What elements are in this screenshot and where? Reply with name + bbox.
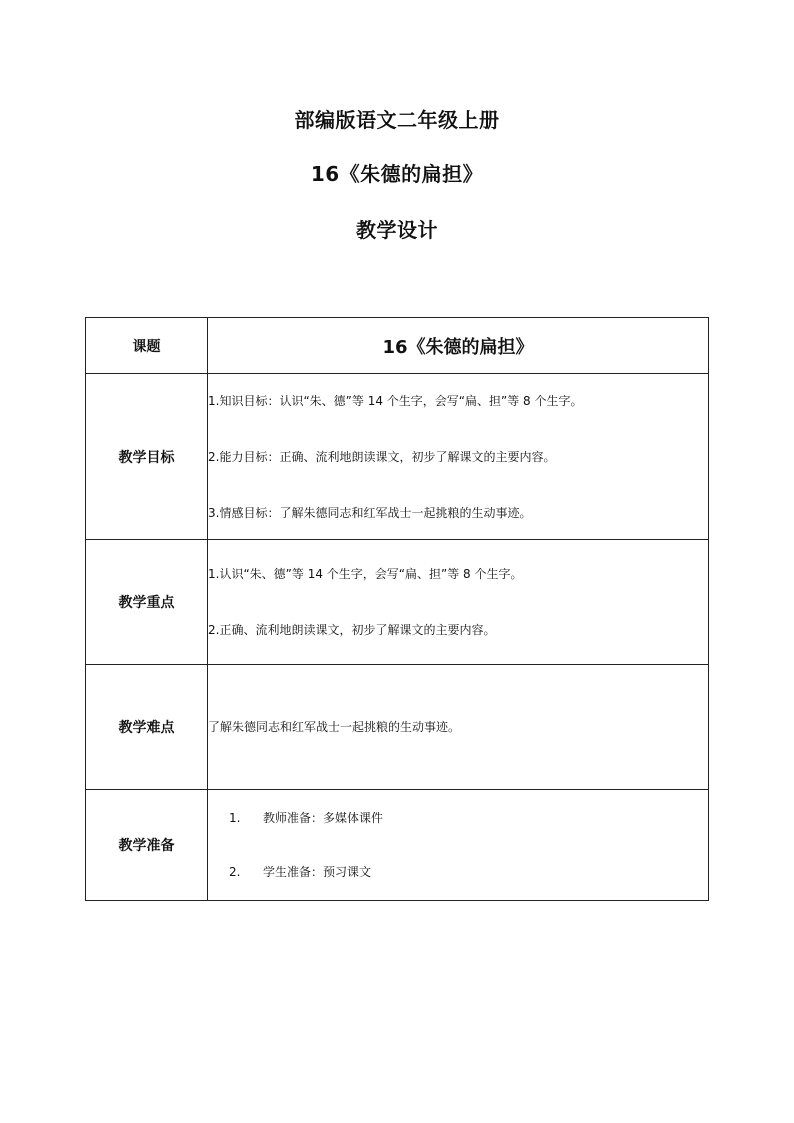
objective-emotion: 3.情感目标：了解朱德同志和红军战士一起挑粮的生动事迹。 [208, 505, 532, 520]
list-number: 1. [229, 811, 241, 825]
table-row-difficulties [86, 665, 709, 790]
table-row-key-points [86, 540, 709, 665]
row-label-preparation: 教学准备 [86, 790, 208, 901]
table-row-preparation [86, 790, 709, 901]
table-row-objectives [86, 374, 709, 540]
difficulty-1: 了解朱德同志和红军战士一起挑粮的生动事迹。 [208, 720, 461, 734]
list-item-text: 教师准备：多媒体课件 [263, 811, 384, 825]
list-number: 2. [229, 865, 241, 879]
objective-ability: 2.能力目标：正确、流利地朗读课文，初步了解课文的主要内容。 [208, 449, 556, 464]
row-label-topic: 课题 [86, 318, 208, 374]
key-point-2: 2.正确、流利地朗读课文，初步了解课文的主要内容。 [208, 623, 496, 637]
list-item [208, 864, 708, 880]
document-subtitle: 教学设计 [356, 218, 438, 242]
objectives-cell [208, 374, 709, 540]
document-title: 部编版语文二年级上册 [294, 108, 500, 132]
key-points-cell [208, 540, 709, 665]
lesson-title: 16《朱德的扁担》 [310, 162, 484, 186]
objective-knowledge: 1.知识目标：认识“朱、德”等 14 个生字，会写“扁、担”等 8 个生字。 [208, 393, 583, 408]
row-label-difficulties: 教学难点 [86, 665, 208, 790]
topic-value: 16《朱德的扁担》 [208, 318, 709, 374]
list-item-text: 学生准备：预习课文 [263, 865, 372, 879]
difficulties-cell [208, 665, 709, 790]
list-item [208, 810, 708, 826]
lesson-plan-table [85, 317, 709, 901]
preparation-cell [208, 790, 709, 901]
table-row-topic [86, 318, 709, 374]
row-label-key-points: 教学重点 [86, 540, 208, 665]
row-label-objectives: 教学目标 [86, 374, 208, 540]
key-point-1: 1.认识“朱、德”等 14 个生字，会写“扁、担”等 8 个生字。 [208, 567, 523, 581]
